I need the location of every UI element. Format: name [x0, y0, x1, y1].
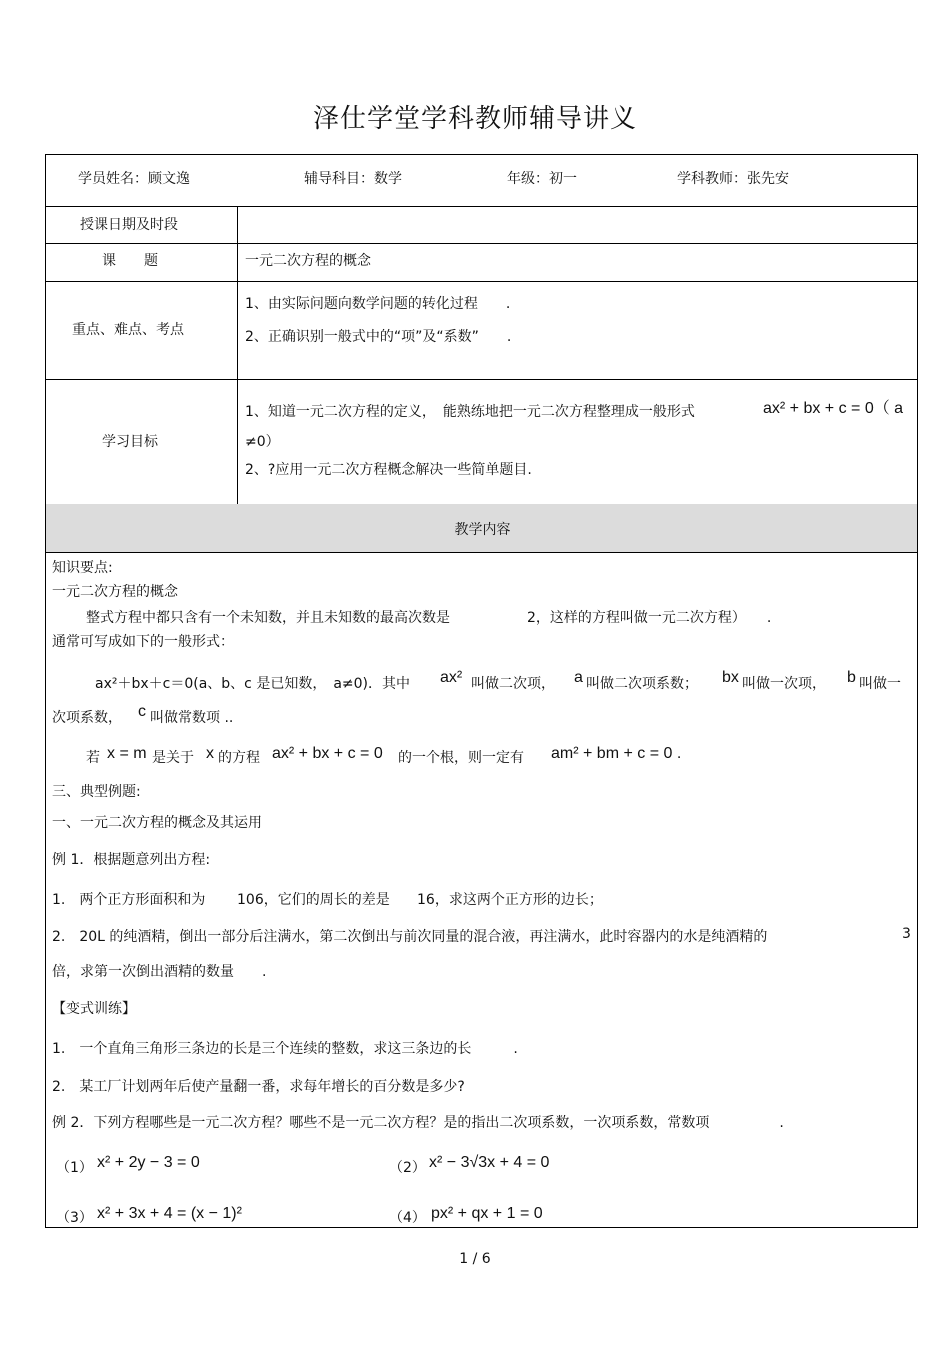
- root-statement: 若: [86, 750, 100, 766]
- problem: 1. 两个正方形面积和为: [52, 892, 206, 908]
- problem: 1. 一个直角三角形三条边的长是三个连续的整数，求这三条边的长 .: [52, 1041, 518, 1057]
- problem: 16，求这两个正方形的边长；: [417, 892, 603, 908]
- coefficient-b: b: [847, 669, 856, 686]
- knowledge-points-heading: 知识要点:: [52, 560, 113, 576]
- equation-label: （4）: [389, 1210, 426, 1226]
- quadratic-term: ax²: [440, 669, 463, 686]
- problem: 2. 20L 的纯酒精，倒出一部分后注满水，第二次倒出与前次同量的混合液，再注满水，此时容器内的水是纯酒精的: [52, 929, 768, 945]
- equation-formula: ax² + bx + c = 0: [272, 745, 383, 762]
- linear-term: bx: [722, 669, 739, 686]
- row-divider: [46, 281, 917, 282]
- root-statement: 的一个根，则一定有: [398, 750, 524, 766]
- problem: 3: [902, 926, 911, 942]
- row-divider: [46, 379, 917, 380]
- section-heading: 一、一元二次方程的概念及其运用: [52, 815, 262, 831]
- example-heading: 例 1．根据题意列出方程:: [52, 852, 211, 868]
- row-divider: [46, 243, 917, 244]
- general-form-line: ax²＋bx＋c＝0(a、b、c 是已知数， a≠0)．其中: [95, 676, 411, 692]
- section-heading: 【变式训练】: [52, 1001, 136, 1017]
- term-desc: 叫做二次项，: [471, 676, 555, 692]
- topic-label: 课 题: [102, 253, 158, 269]
- page-title: 泽仕学堂学科教师辅导讲义: [312, 104, 637, 134]
- equation-label: （2）: [389, 1160, 426, 1176]
- problem: 2. 某工厂计划两年后使产量翻一番，求每年增长的百分数是多少?: [52, 1079, 465, 1095]
- goal-1: 1、知道一元二次方程的定义， 能熟练地把一元二次方程整理成一般形式: [245, 404, 695, 420]
- key-point-2: 2、正确识别一般式中的“项”及“系数” .: [245, 329, 512, 345]
- tutor-subject: 辅导科目：数学: [304, 171, 402, 187]
- goal-1-continued: ≠0）: [245, 434, 280, 450]
- variable-x: x: [206, 745, 214, 762]
- row-divider: [46, 552, 917, 553]
- problem: 倍，求第一次倒出酒精的数量 .: [52, 964, 267, 980]
- general-form-formula: ax² + bx + c = 0（ a: [763, 400, 904, 417]
- concept-heading: 一元二次方程的概念: [52, 584, 178, 600]
- date-label: 授课日期及时段: [80, 217, 178, 233]
- general-form-intro: 通常可写成如下的一般形式：: [52, 634, 234, 650]
- student-name: 学员姓名：顾文逸: [78, 171, 190, 187]
- equation-1: x² + 2y − 3 = 0: [97, 1154, 200, 1171]
- section-heading: 三、典型例题:: [52, 784, 141, 800]
- key-point-1: 1、由实际问题向数学问题的转化过程 .: [245, 296, 511, 312]
- root-statement: 是关于: [152, 750, 194, 766]
- equation-4: px² + qx + 1 = 0: [431, 1205, 543, 1222]
- definition-text-end: 2，这样的方程叫做一元二次方程） .: [527, 610, 772, 626]
- term-desc: 叫做二次项系数；: [586, 676, 698, 692]
- subject-teacher: 学科教师：张先安: [677, 171, 789, 187]
- problem: 106，它们的周长的差是: [237, 892, 390, 908]
- root-substituted-formula: am² + bm + c = 0 .: [551, 745, 682, 762]
- equation-label: （3）: [56, 1210, 93, 1226]
- equation-label: （1）: [56, 1160, 93, 1176]
- column-divider: [237, 206, 238, 504]
- definition-text: 整式方程中都只含有一个未知数，并且未知数的最高次数是: [86, 610, 450, 626]
- coefficient-a: a: [574, 669, 583, 686]
- key-points-label: 重点、难点、考点: [72, 322, 184, 338]
- root-statement: 的方程: [218, 750, 260, 766]
- term-desc: 叫做常数项 ..: [150, 710, 234, 726]
- root-formula: x = m: [107, 745, 147, 762]
- page-number: 1 / 6: [459, 1251, 491, 1267]
- term-desc: 次项系数，: [52, 710, 122, 726]
- constant-c: c: [138, 703, 146, 720]
- term-desc: 叫做一: [859, 676, 901, 692]
- topic-value: 一元二次方程的概念: [245, 253, 371, 269]
- goal-2: 2、?应用一元二次方程概念解决一些简单题目.: [245, 462, 532, 478]
- goals-label: 学习目标: [102, 434, 158, 450]
- example-heading: 例 2．下列方程哪些是一元二次方程？哪些不是一元二次方程？是的指出二次项系数，一次项系数，常数项 .: [52, 1115, 784, 1131]
- grade: 年级：初一: [507, 171, 577, 187]
- equation-3: x² + 3x + 4 = (x − 1)²: [97, 1205, 242, 1222]
- row-divider: [46, 206, 917, 207]
- lesson-table: [45, 154, 918, 1228]
- content-header: 教学内容: [454, 522, 511, 538]
- term-desc: 叫做一次项，: [742, 676, 826, 692]
- equation-2: x² − 3√3x + 4 = 0: [429, 1154, 550, 1171]
